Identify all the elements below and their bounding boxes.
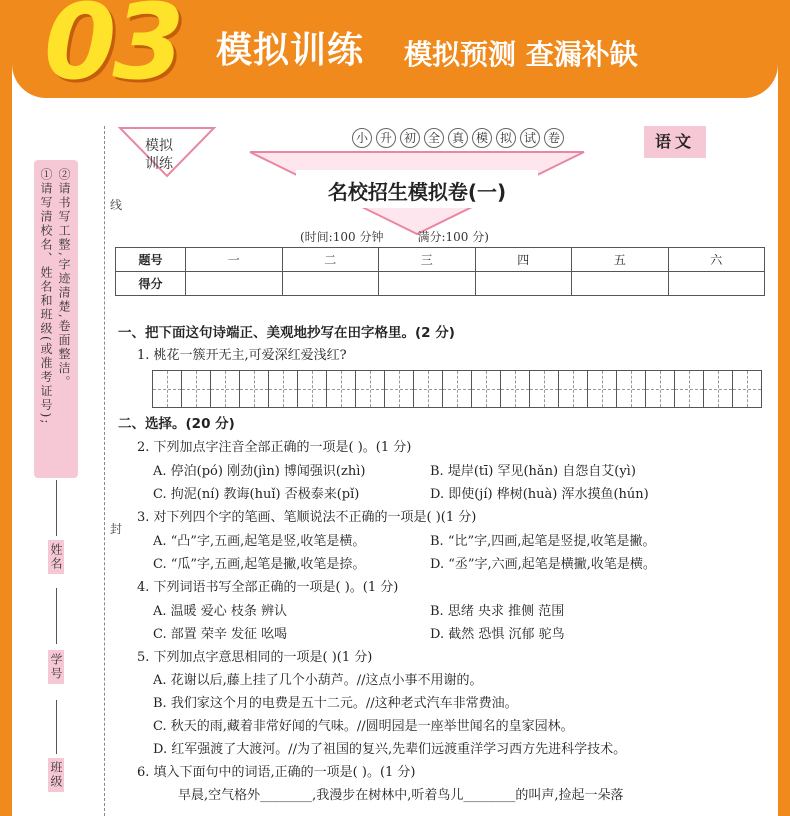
table-row bbox=[116, 272, 765, 296]
series-char: 全 bbox=[424, 128, 444, 148]
grid-cell[interactable] bbox=[646, 371, 675, 407]
grid-cell[interactable] bbox=[298, 371, 327, 407]
binding-note-2: ②请书写工整,字迹清楚,卷面整洁。 bbox=[57, 168, 71, 390]
question-6-passage: 早晨,空气格外________,我漫步在树林中,听着鸟儿________的叫声,捡起一朵落 bbox=[178, 788, 624, 803]
question-5-option-a[interactable]: A. 花谢以后,藤上挂了几个小葫芦。//这点小事不用谢的。 bbox=[153, 673, 483, 688]
question-4-option-d[interactable]: D. 截然 恐惧 沉郁 驼鸟 bbox=[430, 627, 565, 642]
series-char: 卷 bbox=[544, 128, 564, 148]
grid-cell[interactable] bbox=[588, 371, 617, 407]
question-5-option-b[interactable]: B. 我们家这个月的电费是五十二元。//这种老式汽车非常费油。 bbox=[153, 696, 518, 711]
series-char: 试 bbox=[520, 128, 540, 148]
grid-cell[interactable] bbox=[675, 371, 704, 407]
grid-cell[interactable] bbox=[443, 371, 472, 407]
seal-mark-line: 线 bbox=[110, 198, 123, 212]
series-char: 小 bbox=[352, 128, 372, 148]
series-char: 模 bbox=[472, 128, 492, 148]
frame-left bbox=[0, 98, 12, 816]
column-header: 二 bbox=[282, 248, 379, 272]
section-1-heading: 一、把下面这句诗端正、美观地抄写在田字格里。(2 分) bbox=[118, 325, 455, 341]
grid-cell[interactable] bbox=[211, 371, 240, 407]
class-write-line bbox=[56, 700, 57, 754]
school-write-line bbox=[56, 588, 57, 644]
grid-cell[interactable] bbox=[385, 371, 414, 407]
score-cell[interactable] bbox=[186, 272, 283, 296]
grid-cell[interactable] bbox=[240, 371, 269, 407]
grid-cell[interactable] bbox=[153, 371, 182, 407]
column-header: 四 bbox=[475, 248, 572, 272]
grid-cell[interactable] bbox=[356, 371, 385, 407]
question-2-option-a[interactable]: A. 停泊(pó) 刚劲(jìn) 博闻强识(zhì) bbox=[153, 464, 366, 479]
grid-cell[interactable] bbox=[327, 371, 356, 407]
row-label-score: 得分 bbox=[116, 272, 186, 296]
column-header: 六 bbox=[668, 248, 765, 272]
question-5-stem: 5. 下列加点字意思相同的一项是( )(1 分) bbox=[137, 650, 373, 665]
field-label-school-id: 学号 bbox=[48, 650, 64, 684]
table-row bbox=[116, 248, 765, 272]
grid-cell[interactable] bbox=[733, 371, 761, 407]
question-4-option-b[interactable]: B. 思绪 央求 推侧 范围 bbox=[430, 604, 565, 619]
series-char: 初 bbox=[400, 128, 420, 148]
series-char: 升 bbox=[376, 128, 396, 148]
question-3-option-c[interactable]: C. “瓜”字,五画,起笔是撇,收笔是捺。 bbox=[153, 557, 366, 572]
name-write-line-top bbox=[56, 480, 57, 536]
grid-cell[interactable] bbox=[269, 371, 298, 407]
exam-time: (时间:100 分钟 bbox=[300, 230, 384, 244]
question-4-option-c[interactable]: C. 部置 荣辛 发征 吆喝 bbox=[153, 627, 288, 642]
series-char: 真 bbox=[448, 128, 468, 148]
question-5-option-c[interactable]: C. 秋天的雨,藏着非常好闻的气味。//圆明园是一座举世闻名的皇家园林。 bbox=[153, 719, 574, 734]
question-3-option-b[interactable]: B. “比”字,四画,起笔是竖提,收笔是撇。 bbox=[430, 534, 656, 549]
grid-cell[interactable] bbox=[704, 371, 733, 407]
column-header: 三 bbox=[379, 248, 476, 272]
section-2-heading: 二、选择。(20 分) bbox=[118, 416, 235, 432]
score-cell[interactable] bbox=[572, 272, 669, 296]
exam-info bbox=[300, 228, 523, 245]
grid-cell[interactable] bbox=[530, 371, 559, 407]
subject-tag: 语文 bbox=[644, 126, 706, 158]
question-2-option-d[interactable]: D. 即使(jí) 桦树(huà) 浑水摸鱼(hún) bbox=[430, 487, 649, 502]
field-label-class: 班级 bbox=[48, 758, 64, 792]
score-cell[interactable] bbox=[282, 272, 379, 296]
banner-title: 模拟训练 bbox=[216, 30, 365, 71]
question-6-stem: 6. 填入下面句中的词语,正确的一项是( )。(1 分) bbox=[137, 765, 416, 780]
grid-cell[interactable] bbox=[559, 371, 588, 407]
corner-tag-label: 模拟训练 bbox=[145, 138, 173, 172]
grid-cell[interactable] bbox=[472, 371, 501, 407]
exam-full-score: 满分:100 分) bbox=[417, 230, 489, 244]
seal-mark-seal: 封 bbox=[110, 522, 123, 536]
column-header: 五 bbox=[572, 248, 669, 272]
question-3-option-a[interactable]: A. “凸”字,五画,起笔是竖,收笔是横。 bbox=[153, 534, 366, 549]
field-label-name: 姓名 bbox=[48, 540, 64, 574]
series-char: 拟 bbox=[496, 128, 516, 148]
banner-subtitle: 模拟预测 查漏补缺 bbox=[404, 38, 638, 71]
question-3-option-d[interactable]: D. “丞”字,六画,起笔是横撇,收笔是横。 bbox=[430, 557, 656, 572]
question-2-option-b[interactable]: B. 堤岸(tī) 罕见(hǎn) 自怨自艾(yì) bbox=[430, 464, 636, 479]
grid-cell[interactable] bbox=[182, 371, 211, 407]
score-cell[interactable] bbox=[668, 272, 765, 296]
grid-cell[interactable] bbox=[501, 371, 530, 407]
grid-cell[interactable] bbox=[414, 371, 443, 407]
tianzige-grid[interactable] bbox=[152, 370, 762, 408]
binding-cut-line bbox=[104, 126, 105, 816]
row-label-question: 题号 bbox=[116, 248, 186, 272]
question-2-stem: 2. 下列加点字注音全部正确的一项是( )。(1 分) bbox=[137, 440, 412, 455]
series-title bbox=[352, 128, 564, 148]
question-2-option-c[interactable]: C. 拘泥(ní) 教诲(huǐ) 否极泰来(pǐ) bbox=[153, 487, 360, 502]
frame-right bbox=[778, 98, 790, 816]
question-5-option-d[interactable]: D. 红军强渡了大渡河。//为了祖国的复兴,先辈们远渡重洋学习西方先进科学技术。 bbox=[153, 742, 627, 757]
exam-title: 名校招生模拟卷(一) bbox=[327, 180, 507, 204]
score-table bbox=[115, 247, 765, 296]
score-cell[interactable] bbox=[475, 272, 572, 296]
score-cell[interactable] bbox=[379, 272, 476, 296]
grid-cell[interactable] bbox=[617, 371, 646, 407]
question-4-stem: 4. 下列词语书写全部正确的一项是( )。(1 分) bbox=[137, 580, 399, 595]
question-1: 1. 桃花一簇开无主,可爱深红爱浅红? bbox=[137, 348, 347, 363]
column-header: 一 bbox=[186, 248, 283, 272]
binding-note-1: ①请写清校名、姓名和班级(或准考证号); bbox=[39, 168, 53, 426]
chapter-number: 03 bbox=[44, 0, 181, 103]
question-4-option-a[interactable]: A. 温暖 爱心 枝条 辨认 bbox=[153, 604, 288, 619]
question-3-stem: 3. 对下列四个字的笔画、笔顺说法不正确的一项是( )(1 分) bbox=[137, 510, 477, 525]
